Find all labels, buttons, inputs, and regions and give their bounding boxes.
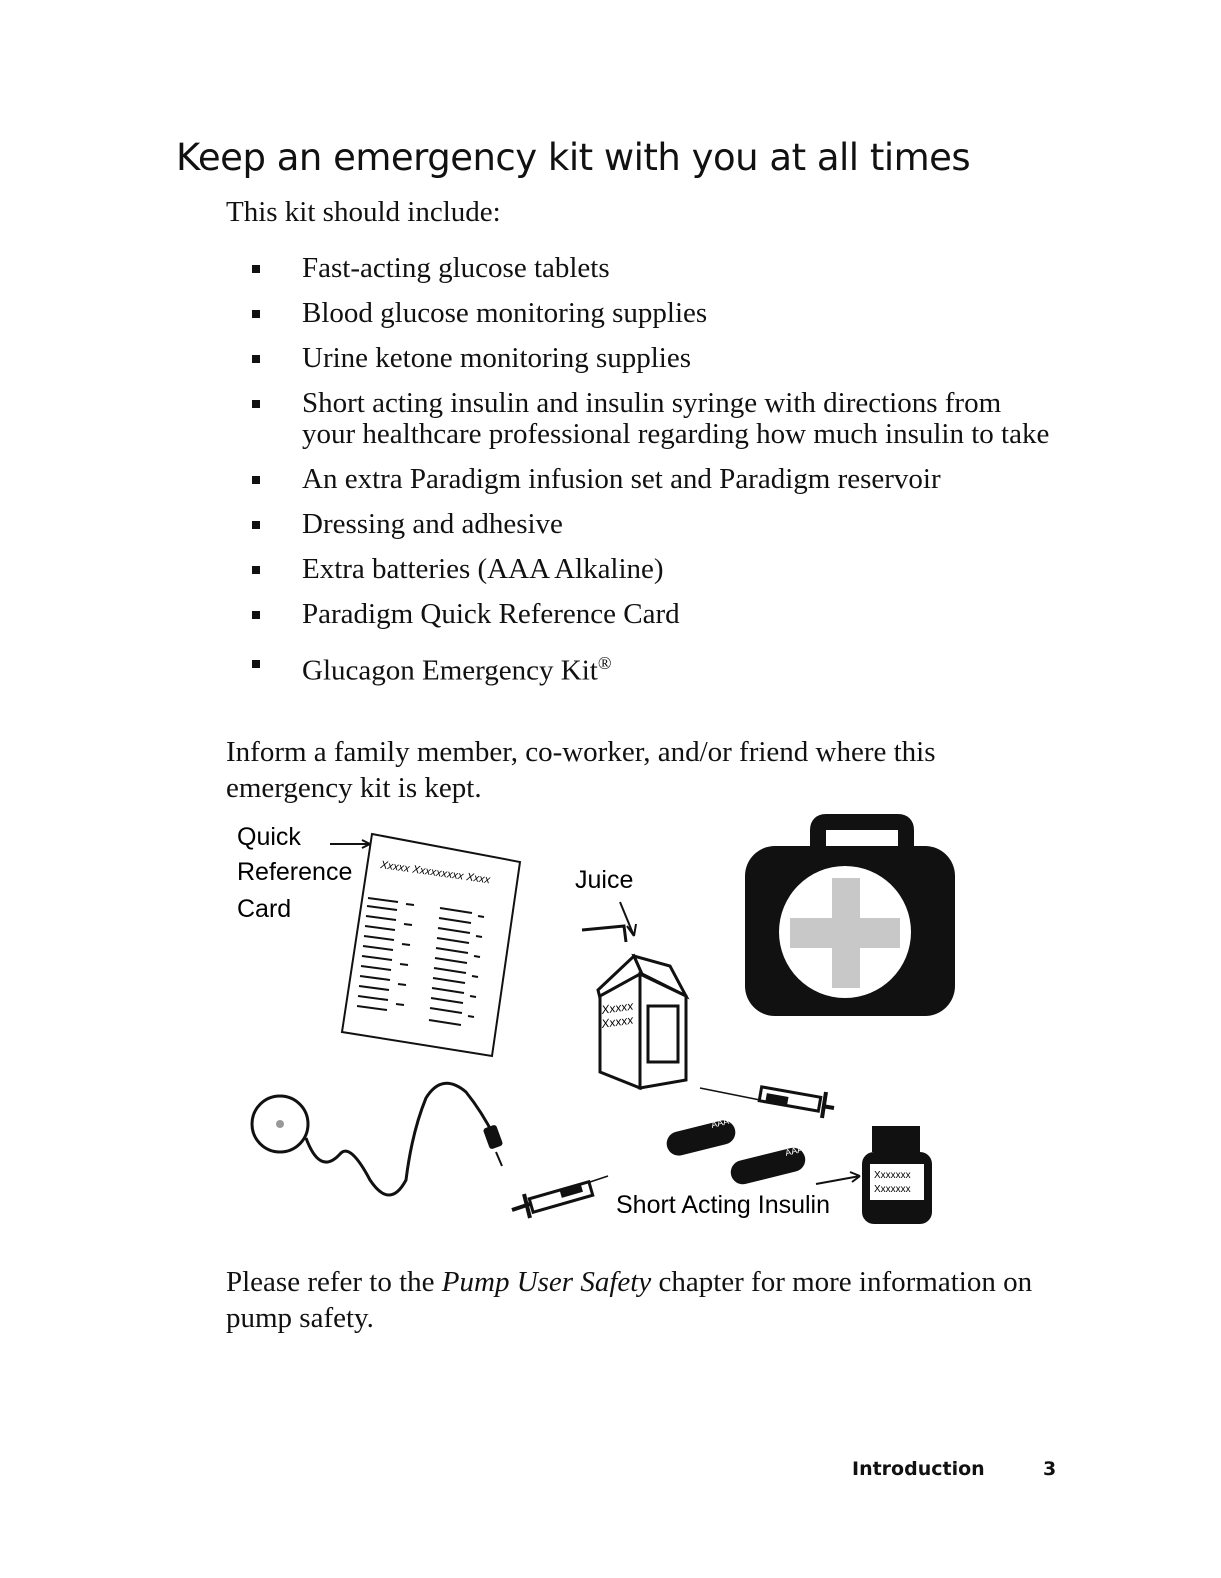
chapter-title: Pump User Safety [441,1266,652,1298]
insulin-vial-icon [862,1126,932,1224]
page-heading: Keep an emergency kit with you at all times [176,136,971,179]
inform-text: Inform a family member, co-worker, and/or friend where this emergency kit is kept. [226,736,936,804]
first-aid-bag-icon [745,822,955,1016]
bullet-icon [252,611,260,619]
list-item: Short acting insulin and insulin syringe with directions from your healthcare professional regarding how much insulin to take [252,388,1052,450]
quick-reference-card [342,834,520,1056]
vial-text: Xxxxxxx [874,1170,911,1181]
battery-text: AAA [710,1115,730,1130]
list-item: Dressing and adhesive [252,509,1052,540]
carton-text: Xxxxx [600,1012,635,1031]
intro-text: This kit should include: [226,196,501,228]
list-item: Extra batteries (AAA Alkaline) [252,554,1052,585]
infusion-set-icon [252,1083,503,1195]
list-item: Glucagon Emergency Kit® [252,648,1052,687]
list-item: Paradigm Quick Reference Card [252,599,1052,630]
bullet-icon [252,521,260,529]
card-label-line: Reference [237,858,353,886]
page-number: 3 [1043,1458,1057,1480]
bullet-icon [252,476,260,484]
battery-icon [728,1144,808,1187]
juice-label: Juice [575,866,634,894]
battery-text: AAA [784,1143,804,1158]
insulin-label: Short Acting Insulin [616,1191,831,1219]
bullet-icon [252,660,260,668]
syringe-icon [512,1176,608,1218]
carton-text: Xxxxx [600,998,635,1017]
vial-text: Xxxxxxx [874,1184,911,1195]
list-item: Blood glucose monitoring supplies [252,298,1052,329]
kit-list [252,253,1052,701]
bullet-icon [252,355,260,363]
syringe-icon [700,1087,834,1118]
battery-icon [664,1116,738,1158]
refer-text: Please refer to the Pump User Safety chapter for more information on pump safety. [226,1266,1033,1334]
footer-section: Introduction [852,1458,985,1480]
list-item: Urine ketone monitoring supplies [252,343,1052,374]
card-header-text: Xxxxx Xxxxxxxxx Xxxx [379,859,491,887]
juice-carton [582,926,686,1088]
bullet-icon [252,566,260,574]
card-label-line: Quick [237,823,301,851]
bullet-icon [252,400,260,408]
list-item: Fast-acting glucose tablets [252,253,1052,284]
emergency-kit-illustration [230,810,970,1240]
card-label-line: Card [237,895,292,923]
bullet-icon [252,310,260,318]
registered-mark: ® [597,653,612,673]
bullet-icon [252,265,260,273]
list-item: An extra Paradigm infusion set and Paradigm reservoir [252,464,1052,495]
